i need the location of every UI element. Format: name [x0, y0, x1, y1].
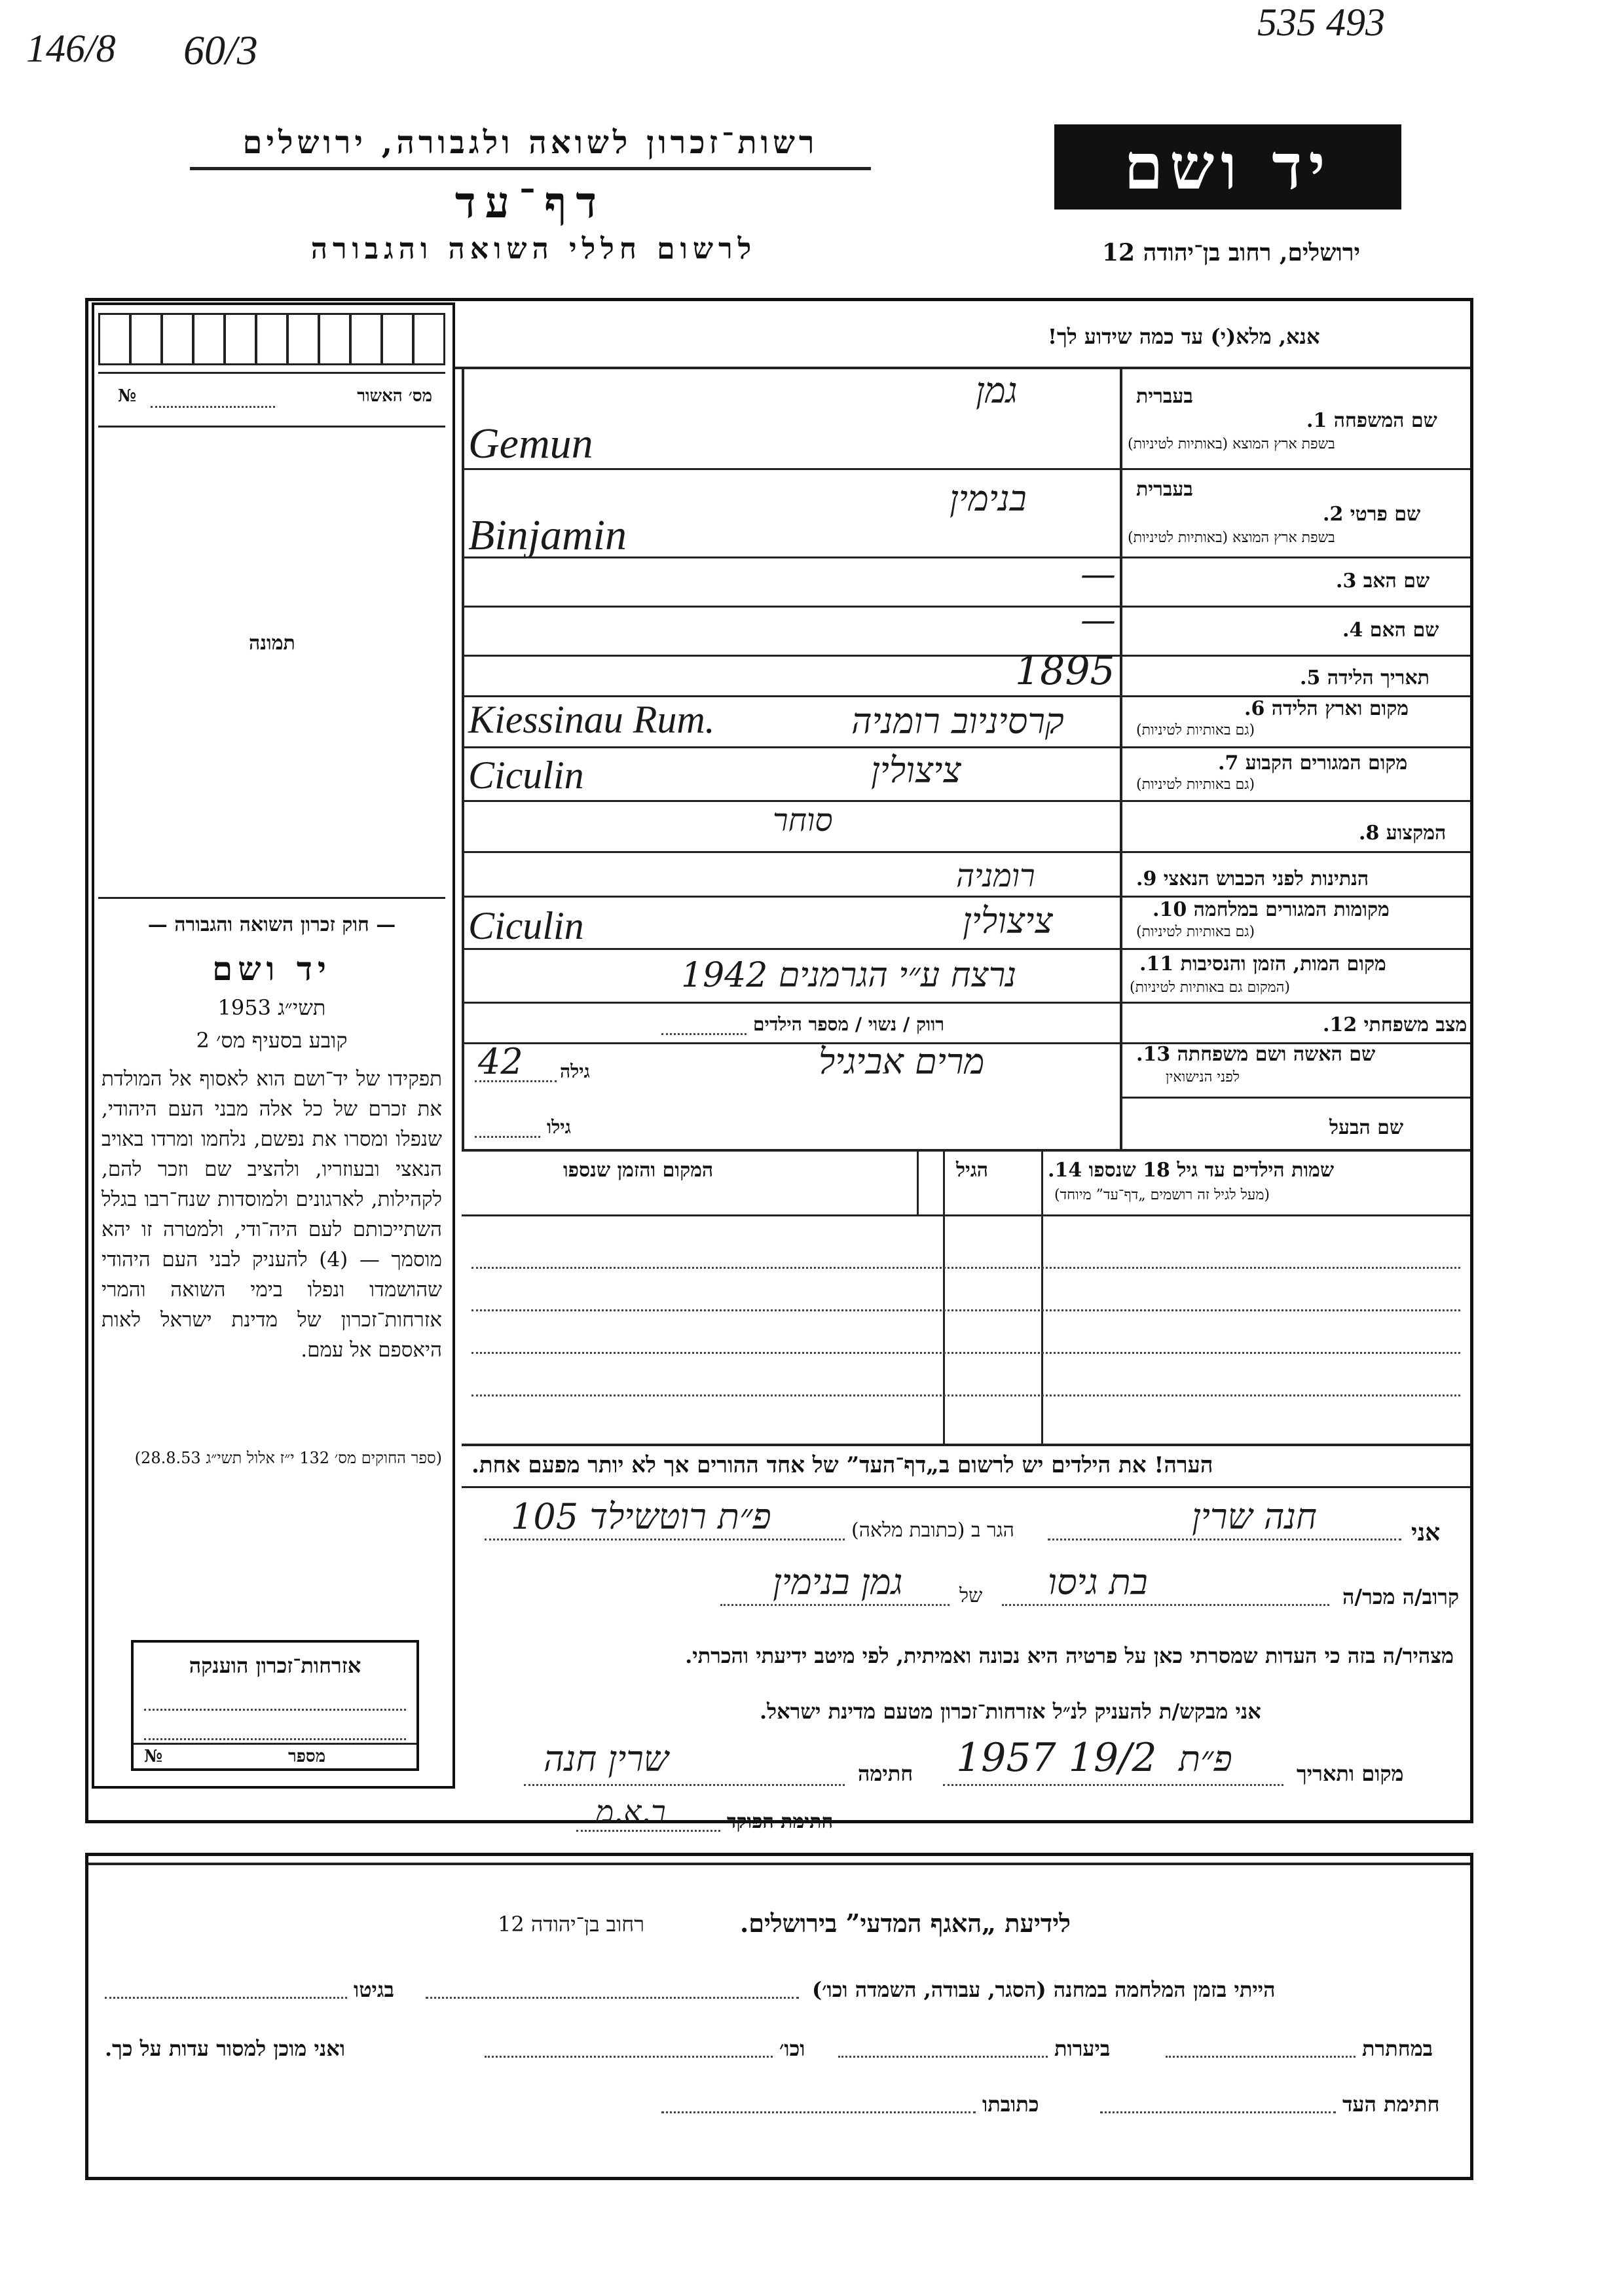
declarant-residing-label: הגר ב (כתובת מלאה) [851, 1519, 1014, 1542]
law-body: תפקידו של יד־ושם הוא לאסוף אל המולדת את זכרם של כל אלה מבני העם היהודי, שנפלו ומסרו את נפשם, נלחמו ומרדו באויב הנאצי ובעוזריו, ולהציב שם וזכר להם, לקהילות, לארגונים ולמוסדות שנח־רבו בגלל השתייכותם לעם היה־ודי, ולמטרה זו יהא מוסמך — (4) להעניק לבני העם היהודי שהושמדו ונפלו בימי השואה והמרי אזרחות־זכרון של מדינת ישראל לאות היאספם אל עמם. [101, 1067, 442, 1362]
footer-etc: וכו׳ [779, 2036, 805, 2061]
field-12-label: מצב משפחתי 12. [1323, 1013, 1467, 1036]
yad-vashem-logo: יד ושם [1054, 124, 1401, 210]
intro-line: אנא, מלא(י) עד כמה שידוע לך! [1048, 324, 1320, 349]
footer-ghetto: בגיטו [354, 1977, 394, 2002]
field-3-label: שם האב 3. [1336, 570, 1430, 592]
field-3-value: — [1080, 553, 1116, 594]
approval-label: מס׳ האשור [357, 386, 432, 406]
field-10-value-latin: Ciculin [468, 904, 584, 947]
field-8-value: סוחר [773, 802, 833, 839]
archive-number-left-2: 60/3 [183, 27, 258, 73]
field-11-label: מקום המות, הזמן והנסיבות 11. [1139, 953, 1386, 975]
declarant-signature: שרין חנה [544, 1738, 669, 1779]
declarant-of-label: של [959, 1584, 983, 1607]
children-label: שמות הילדים עד גיל 18 שנספו 14. [1048, 1159, 1335, 1182]
footer-underground: במחתרת [1362, 2036, 1433, 2061]
archive-number-left: 146/8 [26, 27, 116, 70]
field-7-value-hebrew: ציצולין [871, 750, 961, 791]
declarant-address: פ״ת רוטשילד 105 [511, 1496, 771, 1537]
field-13-value: מרים אביגיל [819, 1041, 985, 1082]
photo-label: תמונה [249, 632, 295, 655]
field-13-sub: לפני הנישואין [1166, 1069, 1240, 1085]
field-4-label: שם האם 4. [1342, 619, 1439, 642]
signature-label: חתימה [858, 1761, 913, 1786]
field-2-value-hebrew: בנימין [950, 478, 1027, 519]
field-7-sub: (גם באותיות לטיניות) [1136, 776, 1255, 793]
footer-address-label: כתובתו [982, 2092, 1039, 2117]
approval-number-sign: № [118, 386, 137, 406]
field-1-value-hebrew: גמן [976, 370, 1018, 411]
declarant-relation-label: קרוב/ה מכר/ה [1342, 1584, 1460, 1609]
field-12-status-options: רווק / נשוי / מספר הילדים [753, 1013, 945, 1035]
footer-forests: ביערות [1054, 2036, 1111, 2061]
field-9-label: הנתינות לפני הכבוש הנאצי 9. [1136, 867, 1369, 890]
field-6-label: מקום וארץ הלידה 6. [1244, 697, 1409, 720]
declarant-relation: בת גיסו [1048, 1561, 1148, 1603]
field-11-sub: (המקום גם באותיות לטיניות) [1130, 979, 1290, 996]
citizenship-number-sign: № [144, 1747, 163, 1766]
field-7-label: מקום המגורים הקבוע 7. [1218, 752, 1408, 774]
form-title: דף־עד [454, 177, 606, 228]
field-2-heb-tag: בעברית [1136, 478, 1193, 501]
field-13-age: 42 [478, 1041, 523, 1082]
approval-comb-boxes [98, 313, 445, 365]
declaration-place: פ״ת [1179, 1738, 1232, 1779]
field-6-value-hebrew: קרסיניוב רומניה [851, 701, 1064, 742]
field-10-value-hebrew: ציצולין [963, 900, 1053, 941]
field-8-label: המקצוע 8. [1359, 822, 1447, 845]
field-2-value-latin: Binjamin [468, 511, 627, 559]
citizenship-number-label: מספר [288, 1747, 326, 1766]
field-4-value: — [1080, 599, 1116, 640]
org-underline [190, 167, 871, 170]
children-sub: (מעל לגיל זה רושמים „דף־עד” מיוחד) [1054, 1187, 1270, 1203]
husband-label: שם הבעל [1329, 1116, 1404, 1139]
field-1-label: שם המשפחה 1. [1306, 409, 1437, 432]
officer-signature: ר.א.מ [596, 1794, 666, 1829]
org-line: רשות־זכרון לשואה ולגבורה, ירושלים [242, 124, 819, 161]
field-5-label: תאריך הלידה 5. [1300, 666, 1430, 689]
field-6-value-latin: Kiessinau Rum. [468, 698, 715, 741]
field-5-value: 1895 [1015, 648, 1115, 694]
field-10-label: מקומות המגורים במלחמה 10. [1153, 898, 1390, 921]
field-7-value-latin: Ciculin [468, 754, 584, 797]
footer-title: לידיעת „האגף המדעי” בירושלים. [740, 1908, 1071, 1938]
field-6-sub: (גם באותיות לטיניות) [1136, 722, 1255, 738]
note-text: הערה! את הילדים יש לרשום ב„דף־העד” של אחד ההורים אך לא יותר מפעם אחת. [471, 1452, 1213, 1478]
children-col-age: הגיל [956, 1159, 989, 1182]
officer-signature-label: חתימת הפוקד [727, 1810, 834, 1833]
footer-address: רחוב בן־יהודה 12 [498, 1912, 644, 1937]
field-13-age-label: גילה [560, 1061, 590, 1082]
declaration-date: 19/2 1957 [956, 1735, 1157, 1781]
law-title: — חוק זכרון השואה והגבורה — [147, 913, 396, 936]
field-1-heb-tag: בעברית [1136, 385, 1193, 408]
law-reference: (ספר החוקים מס׳ 132 י״ז אלול תשי״ג 28.8.53) [134, 1449, 442, 1467]
law-logo: יד ושם [212, 949, 331, 988]
field-10-sub: (גם באותיות לטיניות) [1136, 924, 1255, 940]
request-text: אני מבקש/ת להעניק לנ״ל אזרחות־זכרון מטעם מדינת ישראל. [760, 1699, 1261, 1724]
law-section: קובע בסעיף מס׳ 2 [196, 1028, 348, 1053]
declaration-text: מצהיר/ה בזה כי העדות שמסרתי כאן על פרטיה היא נכונה ואמיתית, לפי מיטב ידיעתי והכרתי. [685, 1643, 1454, 1668]
footer-witness-signature: חתימת העד [1342, 2092, 1440, 2117]
declarant-name: חנה שרין [1192, 1496, 1318, 1537]
field-9-value: רומניה [956, 858, 1035, 894]
footer-frame [85, 1853, 1473, 2180]
husband-age-label: גילו [547, 1116, 571, 1138]
field-11-value: נרצח ע״י הגרמנים 1942 [681, 956, 1017, 995]
field-2-label: שם פרטי 2. [1323, 503, 1421, 526]
field-1-sub: בשפת ארץ המוצא (באותיות לטיניות) [1128, 436, 1335, 452]
place-date-label: מקום ותאריך [1297, 1761, 1404, 1786]
form-subtitle: לרשום חללי השואה והגבורה [310, 232, 757, 266]
children-col-place: המקום והזמן שנספו [563, 1159, 714, 1182]
field-13-label: שם האשה ושם משפחתה 13. [1136, 1043, 1376, 1066]
citizenship-title: אזרחות־זכרון הוענקה [189, 1653, 361, 1678]
declarant-of-name: גמן בנימין [773, 1561, 903, 1603]
field-1-value-latin: Gemun [468, 420, 593, 467]
footer-ready: ואני מוכן למסור עדות על כך. [105, 2036, 346, 2061]
law-year: תשי״ג 1953 [217, 995, 326, 1020]
header-address: ירושלים, רחוב בן־יהודה 12 [1101, 239, 1361, 266]
declarant-i-label: אני [1411, 1519, 1441, 1546]
archive-number-right: 535 493 [1257, 1, 1385, 44]
footer-camp-line: הייתי בזמן המלחמה במחנה (הסגר, עבודה, השמדה וכו׳) [812, 1977, 1276, 2002]
field-2-sub: בשפת ארץ המוצא (באותיות לטיניות) [1128, 530, 1335, 546]
